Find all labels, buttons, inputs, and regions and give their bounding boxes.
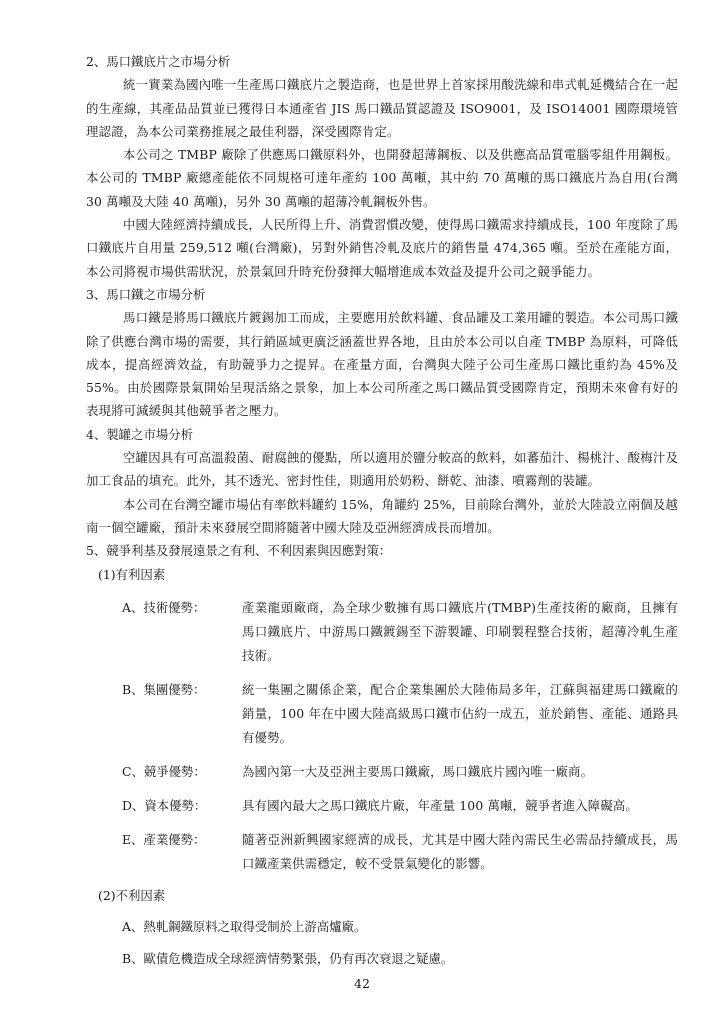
favorable-item-label: E、產業優勢： [122, 831, 206, 847]
section-2-paragraph-1: 統一實業為國內唯一生產馬口鐵底片之製造商，也是世界上首家採用酸洗線和串式軋延機結合在一起的生產線，其產品品質並已獲得日本通產省 JIS 馬口鐵品質認證及 ISO9001，及 ISO14001 國際環境管理認證，為本公司業務推展之最佳利器，深受國際肯定。 [86, 77, 678, 139]
favorable-item-text: 隨著亞洲新興國家經濟的成長，尤其是中國大陸內需民生必需品持續成長，馬口鐵產業供需穩定，較不受景氣變化的影響。 [242, 831, 678, 871]
favorable-item-capital [86, 794, 678, 818]
favorable-factors-title: (1)有利因素 [98, 566, 166, 582]
page-number: 42 [354, 976, 370, 991]
section-2-heading: 2、馬口鐵底片之市場分析 [86, 54, 231, 69]
unfavorable-item-raw-material: A、熱軋鋼鐵原料之取得受制於上游高爐廠。 [122, 919, 367, 935]
unfavorable-factors-title: (2)不利因素 [98, 887, 166, 903]
favorable-item-label: B、集團優勢： [122, 681, 206, 697]
section-4-heading: 4、製罐之市場分析 [86, 426, 194, 442]
favorable-item-text: 為國內第一大及亞洲主要馬口鐵廠，馬口鐵底片國內唯一廠商。 [242, 763, 594, 779]
favorable-item-label: A、技術優勢： [122, 599, 206, 615]
section-3-paragraph-1: 馬口鐵是將馬口鐵底片鍍錫加工而成，主要應用於飲料罐、食品罐及工業用罐的製造。本公司馬口鐵除了供應台灣市場的需要，其行銷區域更廣泛涵蓋世界各地，且由於本公司以自產 TMBP 為原料，可降低成本，提高經濟效益，有助競爭力之提昇。在產量方面，台灣與大陸子公司生產馬口鐵比重約為 45%及 55%。由於國際景氣開始呈現活絡之景象，加上本公司所產之馬口鐵品質受國際肯定，預期未來會有好的表現將可減緩與其他競爭者之壓力。 [86, 310, 678, 419]
section-2-paragraph-3: 中國大陸經濟持續成長，人民所得上升、消費習慣改變，使得馬口鐵需求持續成長，100 年度除了馬口鐵底片自用量 259,512 噸(台灣廠)，另對外銷售冷軋及底片的銷售量 474,365 噸。至於在產能方面，本公司將視市場供需狀況，於景氣回升時充份發揮大幅增進成本效益及提升公司之競爭能力。 [86, 217, 678, 279]
favorable-item-competition [86, 760, 678, 784]
favorable-item-group [86, 678, 678, 750]
favorable-item-label: C、競爭優勢： [122, 763, 206, 779]
favorable-item-technology [86, 596, 678, 668]
favorable-item-text: 具有國內最大之馬口鐵底片廠，年產量 100 萬噸，競爭者進入障礙高。 [242, 797, 638, 813]
favorable-item-industry [86, 828, 678, 876]
page-content [86, 50, 678, 971]
section-3-heading: 3、馬口鐵之市場分析 [86, 286, 206, 302]
favorable-item-text: 產業龍頭廠商，為全球少數擁有馬口鐵底片(TMBP)生產技術的廠商，且擁有馬口鐵底片、中游馬口鐵鍍錫至下游製罐、印刷製程整合技術，超薄冷軋生產技術。 [242, 599, 678, 663]
section-4-paragraph-2: 本公司在台灣空罐市場佔有率飲料罐約 15%，角罐約 25%，目前除台灣外，並於大陸設立兩個及越南一個空罐廠，預計未來發展空間將隨著中國大陸及亞洲經濟成長而增加。 [86, 496, 678, 535]
section-4-paragraph-1: 空罐因具有可高溫殺菌、耐腐蝕的優點，所以適用於鹽分較高的飲料，如蕃茄汁、楊桃汁、酸梅汁及加工食品的填充。此外，其不透光、密封性佳，則適用於奶粉、餅乾、油漆、噴霧劑的裝罐。 [86, 450, 678, 489]
favorable-item-text: 統一集團之關係企業，配合企業集團於大陸佈局多年，江蘇與福建馬口鐵廠的銷量，100 年在中國大陸高級馬口鐵市佔約一成五，並於銷售、產能、通路具有優勢。 [242, 681, 678, 745]
unfavorable-item-debt-crisis: B、歐債危機造成全球經濟情勢緊張，仍有再次衰退之疑慮。 [122, 951, 454, 967]
section-5-heading: 5、競爭利基及發展遠景之有利、不利因素與因應對策： [86, 543, 392, 559]
favorable-item-label: D、資本優勢： [122, 797, 207, 813]
section-2-paragraph-2: 本公司之 TMBP 廠除了供應馬口鐵原料外，也開發超薄鋼板、以及供應高品質電腦零組件用鋼板。本公司的 TMBP 廠總產能依不同規格可達年產約 100 萬噸，其中約 70 萬噸的馬口鐵底片為自用(台灣 30 萬噸及大陸 40 萬噸)，另外 30 萬噸的超薄冷軋鋼板外售。 [86, 147, 678, 209]
